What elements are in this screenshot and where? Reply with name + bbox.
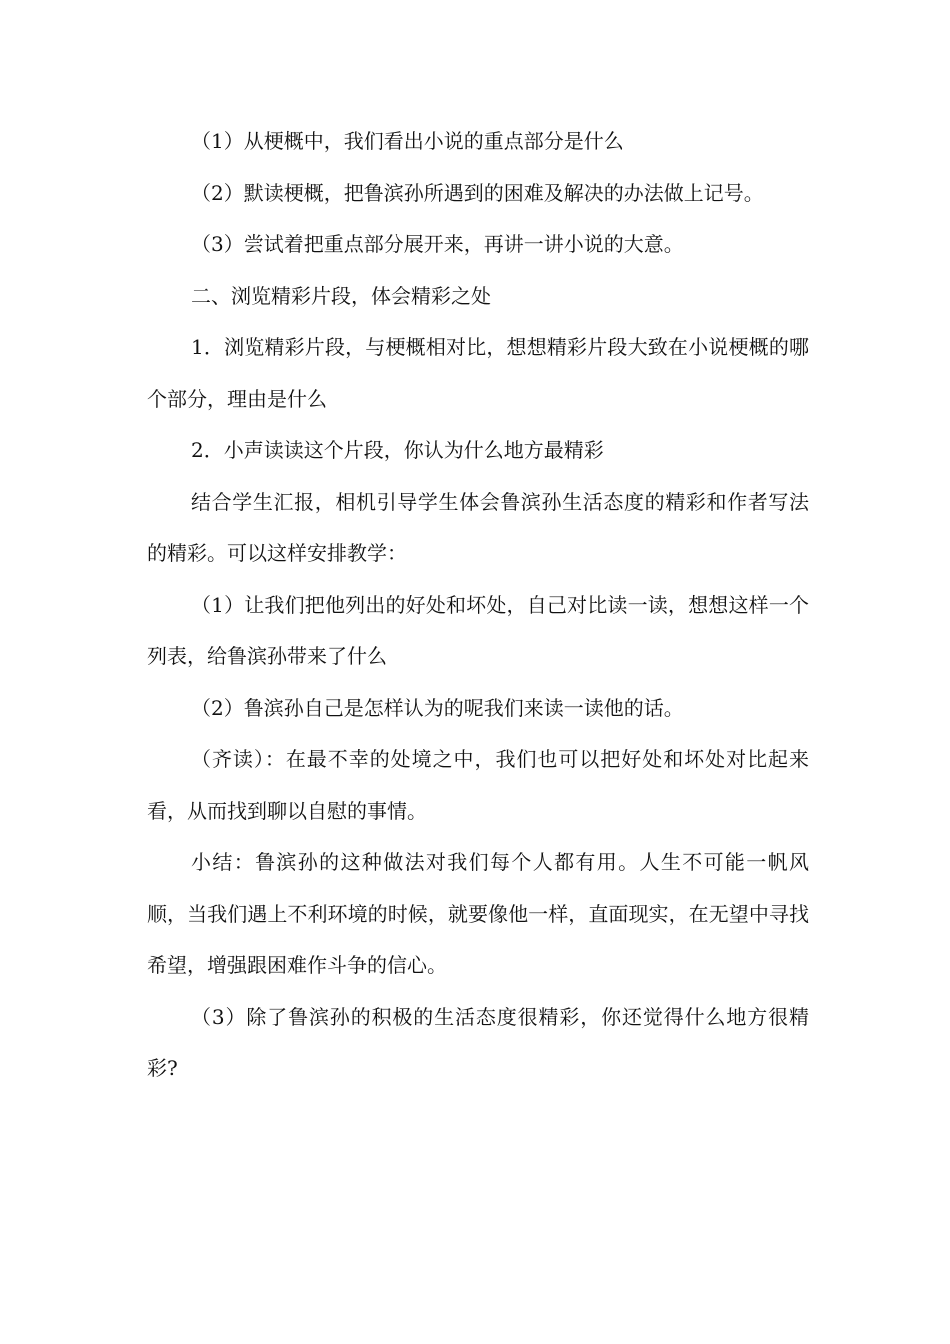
paragraph: （2）默读梗概，把鲁滨孙所遇到的困难及解决的办法做上记号。 [191,180,764,205]
paragraph: （齐读）：在最不幸的处境之中，我们也可以把好处和坏处对比起来看，从而找到聊以自慰的事情。 [147,747,809,823]
paragraph: （1）从梗概中，我们看出小说的重点部分是什么 [191,129,624,153]
paragraph: 2．小声读读这个片段，你认为什么地方最精彩 [191,438,604,462]
paragraph: 结合学生汇报，相机引导学生体会鲁滨孙生活态度的精彩和作者写法的精彩。可以这样安排教学： [147,489,809,565]
paragraph: （3）除了鲁滨孙的积极的生活态度很精彩，你还觉得什么地方很精彩? [147,1004,809,1080]
document-body [147,116,809,1095]
summary-paragraph: 小结：鲁滨孙的这种做法对我们每个人都有用。人生不可能一帆风顺，当我们遇上不利环境的时候，就要像他一样，直面现实，在无望中寻找希望，增强跟困难作斗争的信心。 [147,850,809,977]
paragraph: （3）尝试着把重点部分展开来，再讲一讲小说的大意。 [191,232,684,256]
paragraph: （2）鲁滨孙自己是怎样认为的呢我们来读一读他的话。 [191,695,684,720]
section-heading: 二、浏览精彩片段，体会精彩之处 [191,283,491,308]
paragraph: （1）让我们把他列出的好处和坏处，自己对比读一读，想想这样一个列表，给鲁滨孙带来了什么 [147,592,809,668]
paragraph: 1．浏览精彩片段，与梗概相对比，想想精彩片段大致在小说梗概的哪个部分，理由是什么 [147,335,809,411]
